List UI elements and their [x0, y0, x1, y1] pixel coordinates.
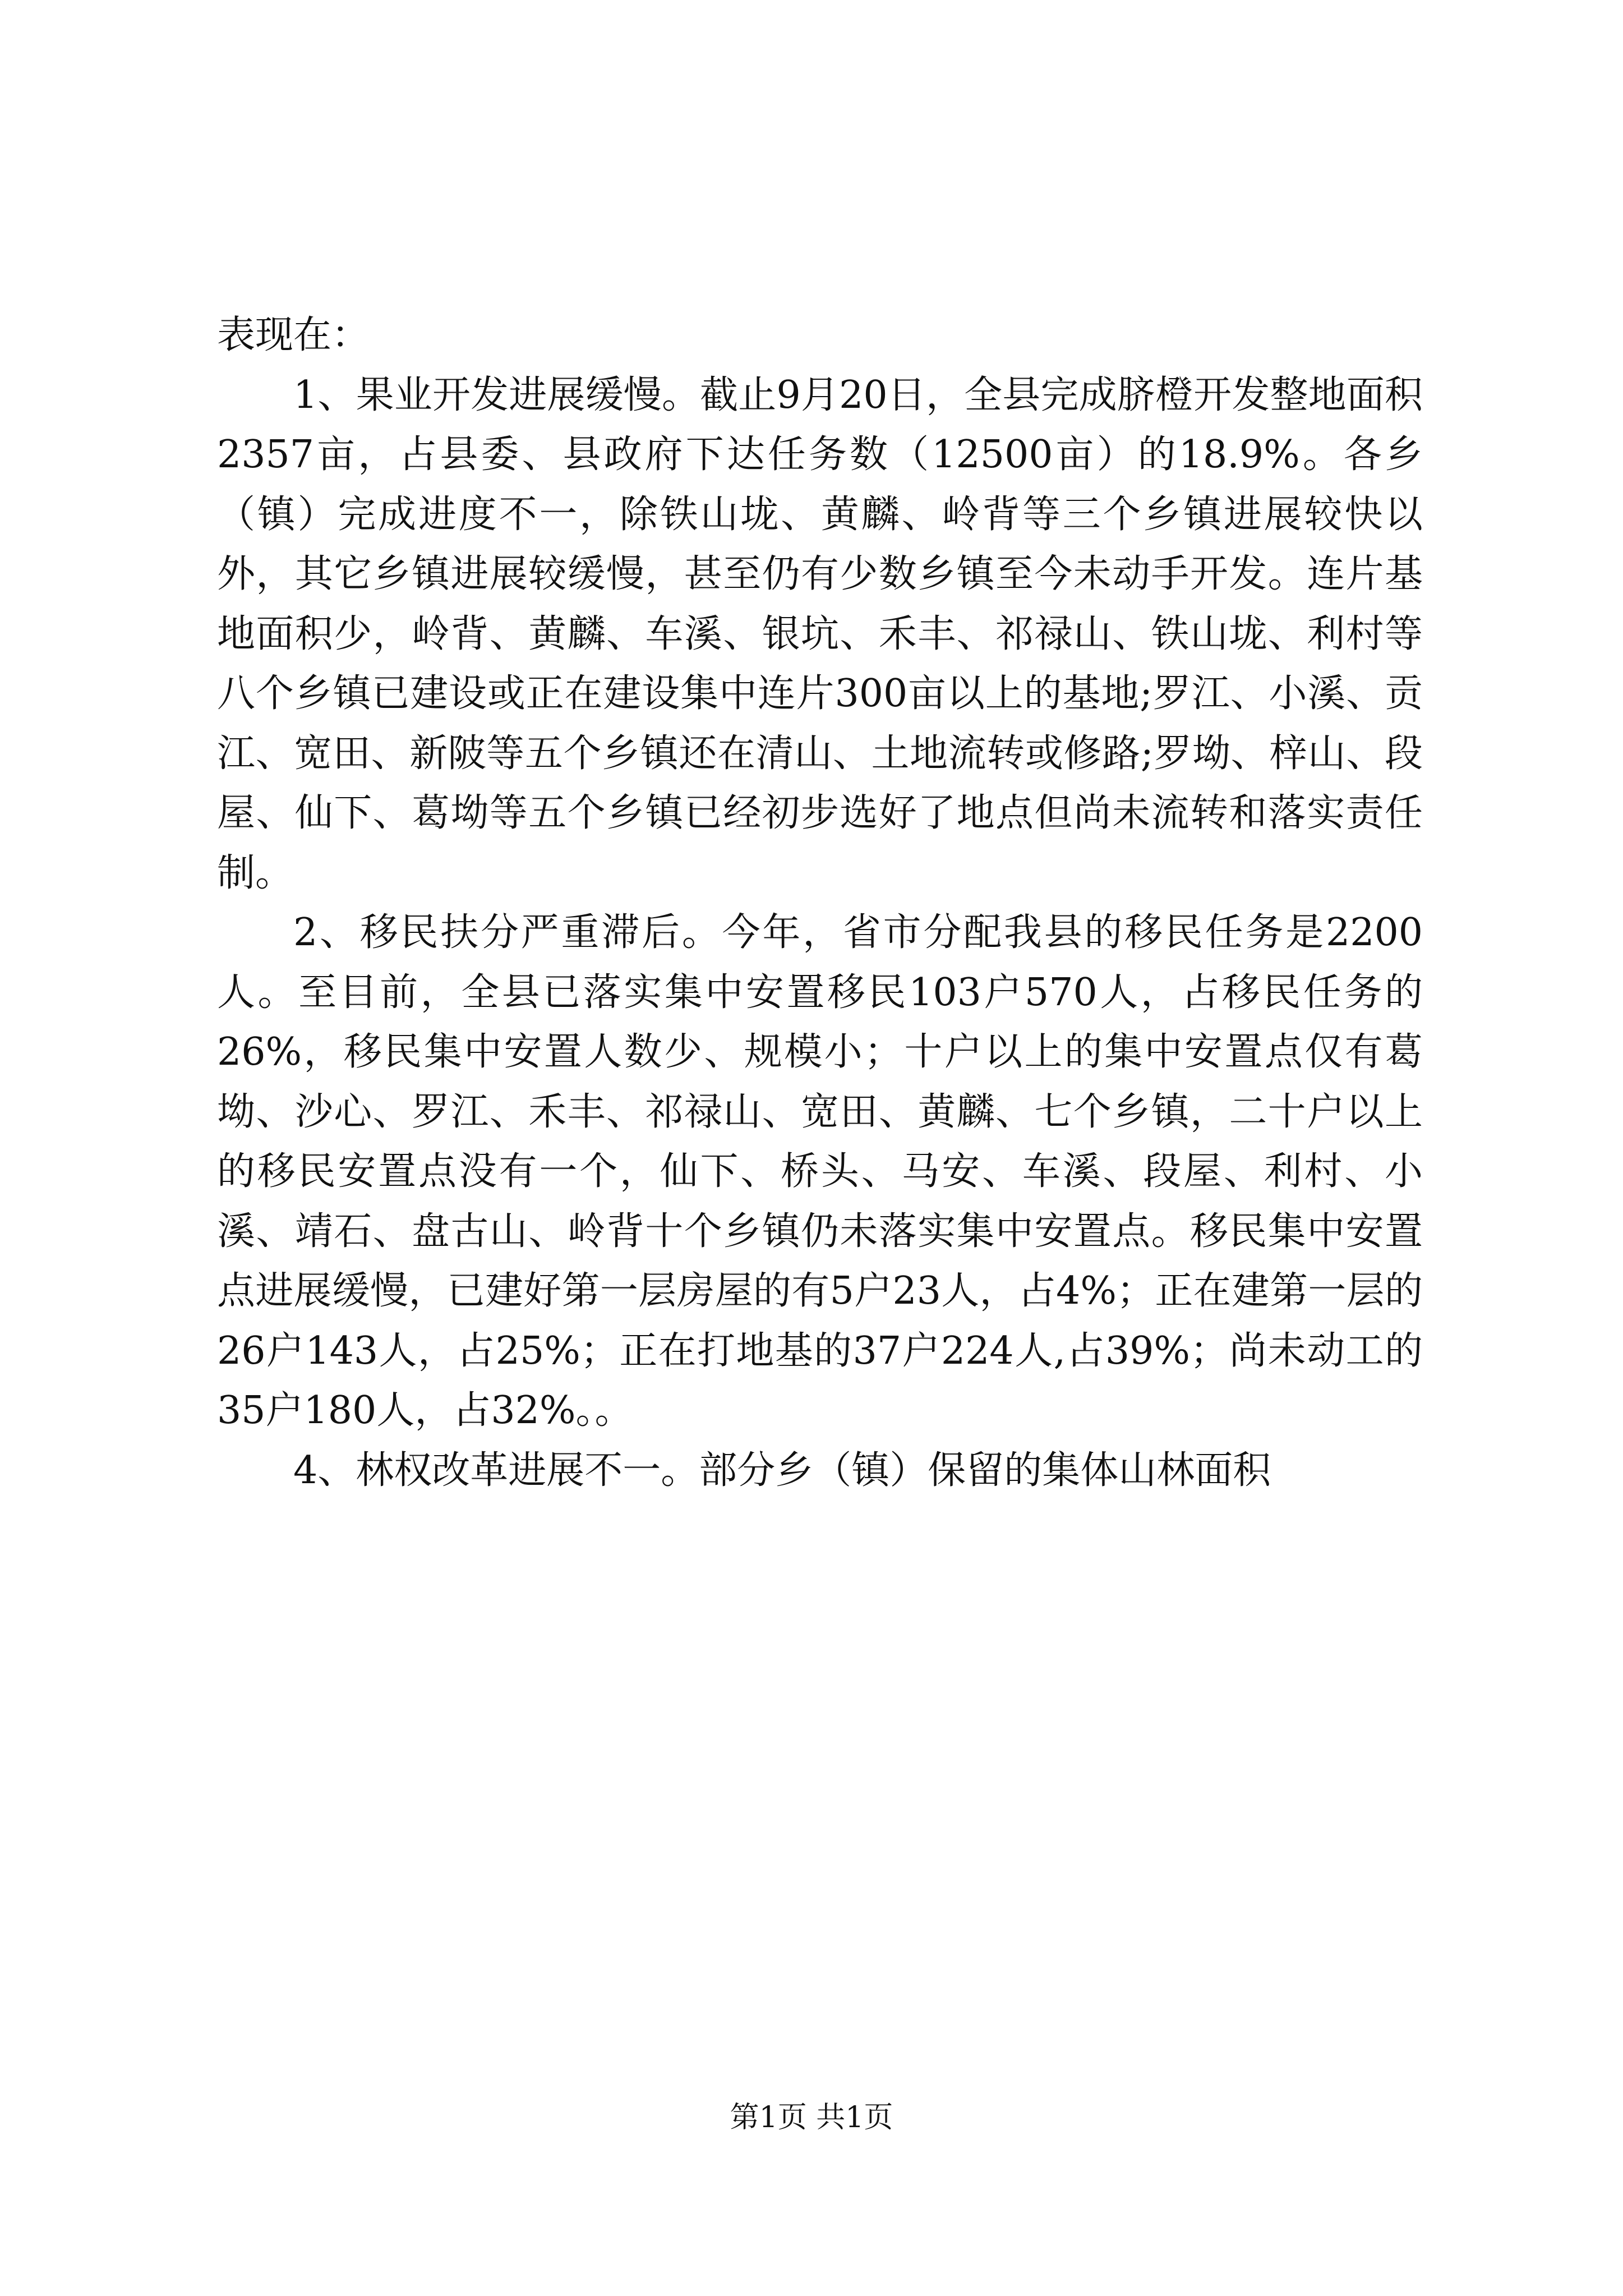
paragraph-resettlement: 2、移民扶分严重滞后。今年，省市分配我县的移民任务是2200人。至目前，全县已落实集中安置移民103户570人，占移民任务的26%，移民集中安置人数少、规模小；十户以上的集中安置点仅有葛坳、沙心、罗江、禾丰、祁禄山、宽田、黄麟、七个乡镇，二十户以上的移民安置点没有一个，仙下、桥头、马安、车溪、段屋、利村、小溪、靖石、盘古山、岭背十个乡镇仍未落实集中安置点。移民集中安置点进展缓慢，已建好第一层房屋的有5户23人，占4%；正在建第一层的26户143人，占25%；正在打地基的37户224人,占39%；尚未动工的35户180人，占32%。。 [217, 910, 1423, 1433]
paragraph-intro: 表现在： [217, 313, 370, 357]
page-number-footer: 第1页 共1页 [730, 2101, 893, 2134]
paragraph-fruit-industry: 1、果业开发进展缓慢。截止9月20日，全县完成脐橙开发整地面积2357亩，占县委、县政府下达任务数（12500亩）的18.9%。各乡（镇）完成进度不一，除铁山垅、黄麟、岭背等三个乡镇进展较快以外，其它乡镇进展较缓慢，甚至仍有少数乡镇至今未动手开发。连片基地面积少，岭背、黄麟、车溪、银坑、禾丰、祁禄山、铁山垅、利村等八个乡镇已建设或正在建设集中连片300亩以上的基地;罗江、小溪、贡江、宽田、新陂等五个乡镇还在清山、土地流转或修路;罗坳、梓山、段屋、仙下、葛坳等五个乡镇已经初步选好了地点但尚未流转和落实责任制。 [217, 372, 1423, 895]
paragraph-forest-reform: 4、林权改革进展不一。部分乡（镇）保留的集体山林面积 [293, 1448, 1271, 1493]
document-body [217, 306, 1423, 1501]
